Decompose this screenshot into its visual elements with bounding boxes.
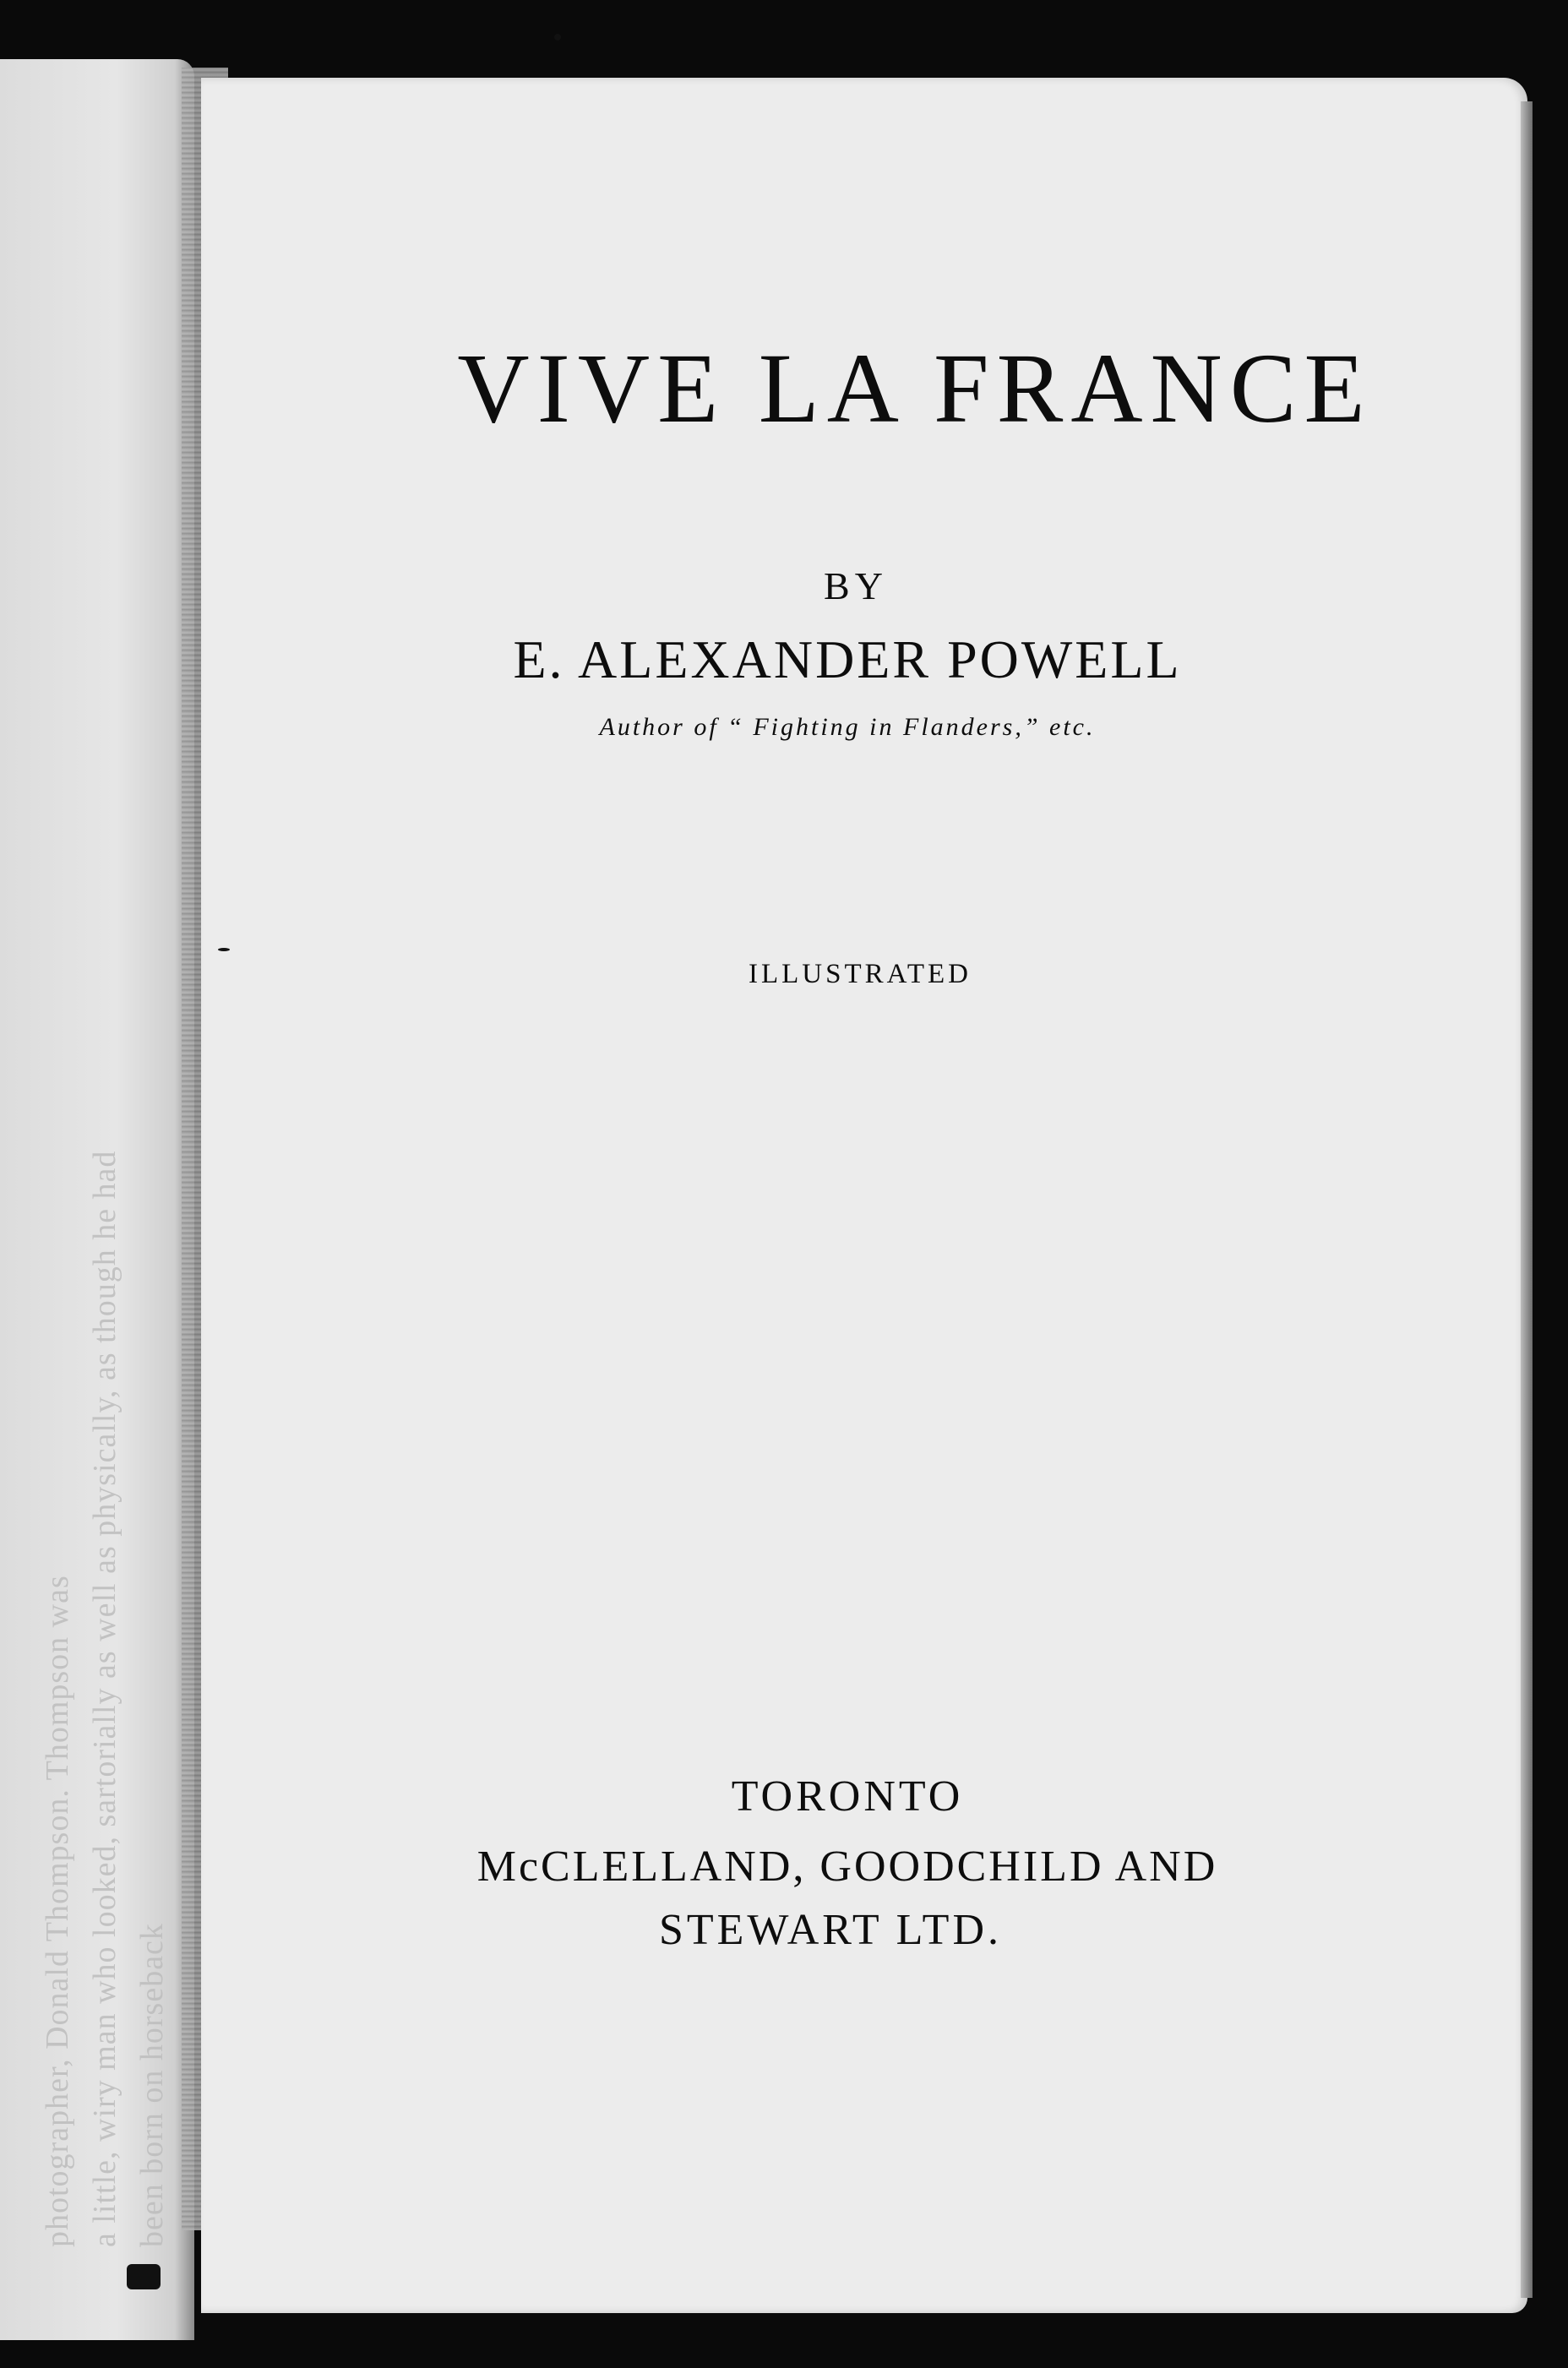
facing-page (0, 59, 194, 2340)
scan-speck (218, 948, 230, 951)
author-credits: Author of “ Fighting in Flanders,” etc. (599, 713, 1096, 741)
publisher-name-line-1: McCLELLAND, GOODCHILD AND (476, 1843, 1218, 1891)
by-line: BY (824, 564, 888, 607)
title-page (201, 78, 1527, 2313)
page-edge-shadow (1521, 101, 1533, 2298)
author-name: E. ALEXANDER POWELL (513, 629, 1182, 689)
scan-speck (127, 2264, 161, 2289)
bleed-line: been born on horseback (134, 1923, 170, 2247)
publisher-name-line-2: STEWART LTD. (658, 1906, 1002, 1954)
publisher-city: TORONTO (731, 1772, 964, 1821)
illustrated-label: ILLUSTRATED (749, 959, 972, 989)
facing-page-bleed-through (34, 456, 170, 2247)
bleed-line-top: photographer, Donald Thompson. Thompson was (40, 1575, 75, 2247)
bleed-line: a little, wiry man who looked, sartorially as well as physically, as though he had (87, 1150, 122, 2247)
scan-speck (554, 34, 561, 41)
book-title: VIVE LA FRANCE (457, 333, 1373, 444)
